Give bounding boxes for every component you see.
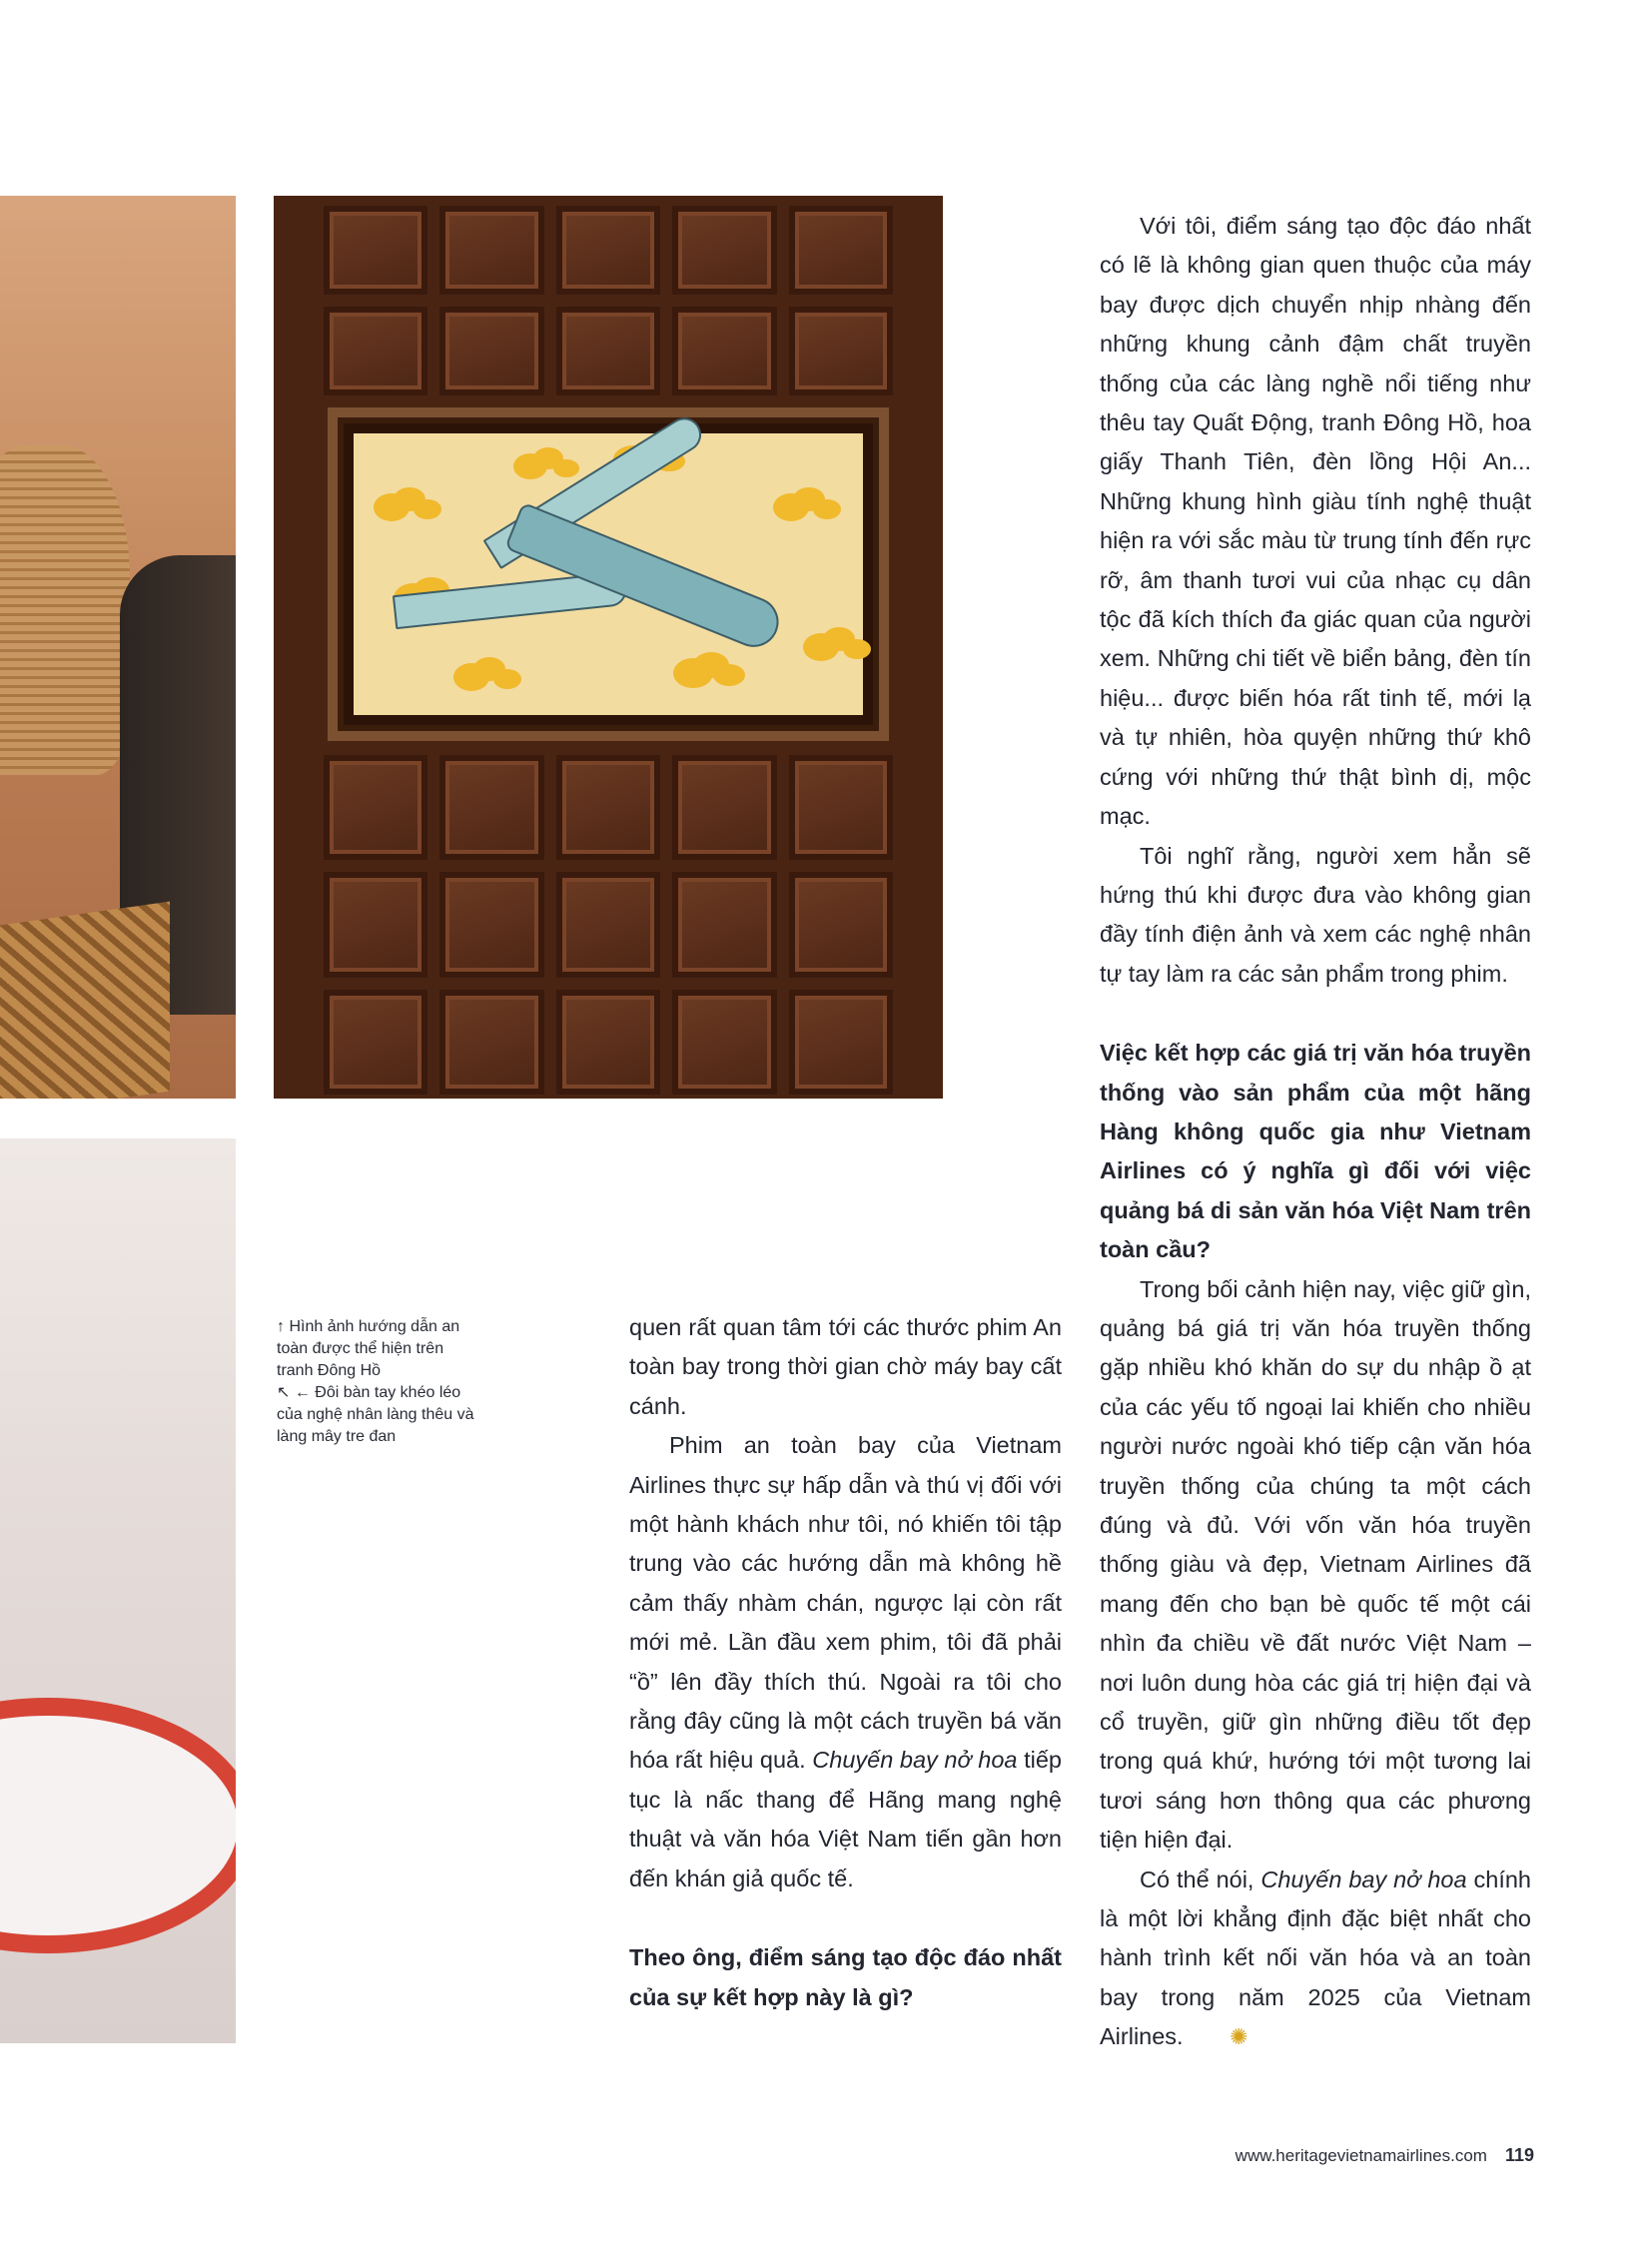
photo-embroidery-hoop — [0, 1138, 236, 2043]
wicker-basket — [0, 902, 170, 1099]
page-footer — [1236, 2145, 1534, 2166]
paragraph: Phim an toàn bay của Vietnam Airlines thực sự hấp dẫn và thú vị đối với một hành khách như tôi, nó khiến tôi tập trung vào các hướng dẫn mà không hề cảm thấy nhàm chán, ngược lại còn rất mới mẻ. Lần đầu xem phim, tôi đã phải “ồ” lên đầy thích thú. Ngoài ra tôi cho rằng đây cũng là một cách truyền bá văn hóa rất hiệu quả. Chuyến bay nở hoa tiếp tục là nấc thang để Hãng mang nghệ thuật và văn hóa Việt Nam tiến gần hơn đến khán giả quốc tế. — [629, 1432, 1063, 1891]
embroidery-hoop — [0, 1698, 236, 1953]
cabinet-panels-top — [324, 206, 893, 395]
interview-question: Theo ông, điểm sáng tạo độc đáo nhất của sự kết hợp này là gì? — [629, 1944, 1062, 2010]
paragraph: Có thể nói, Chuyến bay nở hoa chính là một lời khẳng định đặc biệt nhất cho hành trình kết nối văn hóa và an toàn bay trong năm 2025 của Vietnam Airlines. ✺ — [1100, 1861, 1531, 2057]
photo-dong-ho-painting-cabinet — [274, 196, 943, 1099]
article-column-middle — [629, 1308, 1062, 2017]
caption-line-1: ↑ Hình ảnh hướng dẫn an toàn được thể hiện trên tranh Đông Hồ — [277, 1318, 460, 1379]
painting-frame — [328, 407, 889, 741]
lotus-icon: ✺ — [1230, 2024, 1248, 2050]
caption-line-2: ↖ ← Đôi bàn tay khéo léo của nghệ nhân làng thêu và làng mây tre đan — [277, 1384, 474, 1445]
paragraph: Với tôi, điểm sáng tạo độc đáo nhất có lẽ là không gian quen thuộc của máy bay được dịch chuyển nhịp nhàng đến những khung cảnh đậm chất truyền thống của các làng nghề nổi tiếng như thêu tay Quất Động, tranh Đông Hồ, hoa giấy Thanh Tiên, đèn lồng Hội An... Những khung hình giàu tính nghệ thuật hiện ra với sắc màu từ trung tính đến rực rỡ, âm thanh tươi vui của nhạc cụ dân tộc đã kích thích đa giác quan của người xem. Những chi tiết về biển bảng, đèn tín hiệu... được biến hóa rất tinh tế, mới lạ và tự nhiên, hòa quyện những thứ khô cứng với những thứ thật bình dị, mộc mạc. — [1100, 213, 1531, 830]
article-column-right — [1100, 207, 1531, 2057]
website-url: www.heritagevietnamairlines.com — [1235, 2146, 1487, 2165]
paragraph: Trong bối cảnh hiện nay, việc giữ gìn, quảng bá giá trị văn hóa truyền thống gặp nhiều khó khăn do sự du nhập ồ ạt của các yếu tố ngoại lai khiến cho nhiều người nước ngoài khó tiếp cận văn hóa truyền thống của chúng ta một cách đúng và đủ. Với vốn văn hóa truyền thống giàu và đẹp, Vietnam Airlines đã mang đến cho bạn bè quốc tế một cái nhìn đa chiều về đất nước Việt Nam – nơi luôn dung hòa các giá trị hiện đại và cổ truyền, giữ gìn những điều tốt đẹp trong quá khứ, hướng tới một tương lai tươi sáng hơn thông qua các phương tiện hiện đại. — [1100, 1275, 1531, 1854]
airplane-painting — [354, 433, 863, 715]
page-number: 119 — [1504, 2145, 1534, 2165]
photo-bamboo-weaving — [0, 196, 236, 1099]
interview-question: Việc kết hợp các giá trị văn hóa truyền thống vào sản phẩm của một hãng Hàng không quốc gia như Vietnam Airlines có ý nghĩa gì đối với việc quảng bá di sản văn hóa Việt Nam trên toàn cầu? — [1100, 1040, 1531, 1263]
photo-caption — [277, 1316, 476, 1448]
paragraph: quen rất quan tâm tới các thước phim An toàn bay trong thời gian chờ máy bay cất cánh. — [629, 1314, 1062, 1419]
wicker-lamp — [0, 445, 130, 775]
cabinet-panels-bottom — [324, 755, 893, 1095]
paragraph: Tôi nghĩ rằng, người xem hẳn sẽ hứng thú khi được đưa vào không gian đầy tính điện ảnh và xem các nghệ nhân tự tay làm ra các sản phẩm trong phim. — [1100, 842, 1531, 987]
